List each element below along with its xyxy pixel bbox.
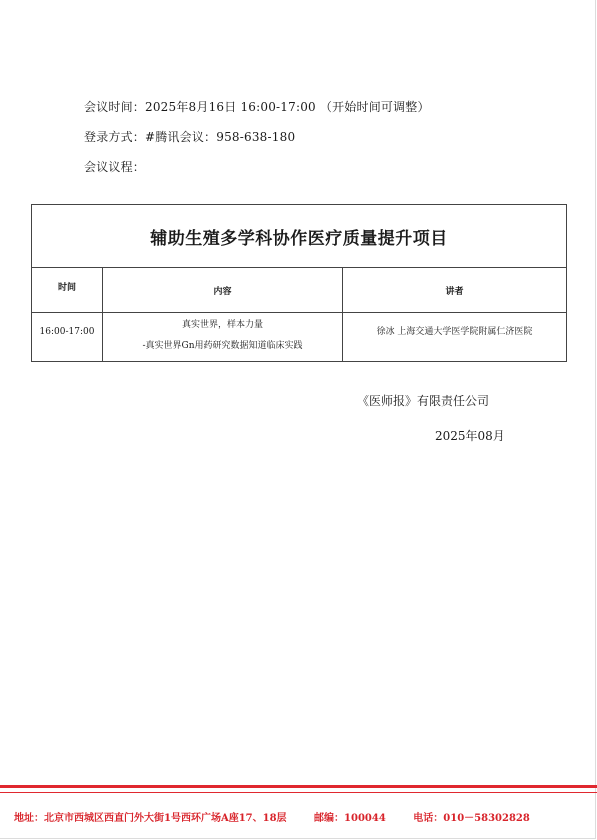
table-row [32,313,566,361]
agenda-label: 会议议程： [84,160,146,174]
footer-divider-thin [0,792,597,793]
meeting-login: 登录方式：#腾讯会议：958-638-180 [84,130,296,144]
header-time: 时间 [32,268,103,312]
table-header-row [32,268,566,313]
row-content [103,313,343,361]
agenda-table [31,204,567,362]
footer [14,809,530,824]
footer-divider-thick [0,785,597,788]
content-title: 真实世界，样本力量 [181,320,263,330]
footer-phone: 电话：010－58302828 [413,813,530,824]
organization-name: 《医师报》有限责任公司 [357,394,490,408]
header-speaker: 讲者 [445,286,464,297]
row-time: 16:00-17:00 [32,313,103,361]
footer-postcode: 邮编：100044 [314,813,386,824]
document-date: 2025年08月 [435,429,505,443]
meeting-time: 会议时间：2025年8月16日 16:00-17:00 （开始时间可调整） [84,100,430,114]
footer-address: 地址：北京市西城区西直门外大街1号西环广场A座17、18层 [14,813,287,824]
header-content: 内容 [103,268,343,312]
content-subtitle: -真实世界Gn用药研究数据知道临床实践 [142,341,303,351]
table-title: 辅助生殖多学科协作医疗质量提升项目 [32,205,566,268]
row-speaker: 徐冰 上海交通大学医学院附属仁济医院 [376,327,533,337]
